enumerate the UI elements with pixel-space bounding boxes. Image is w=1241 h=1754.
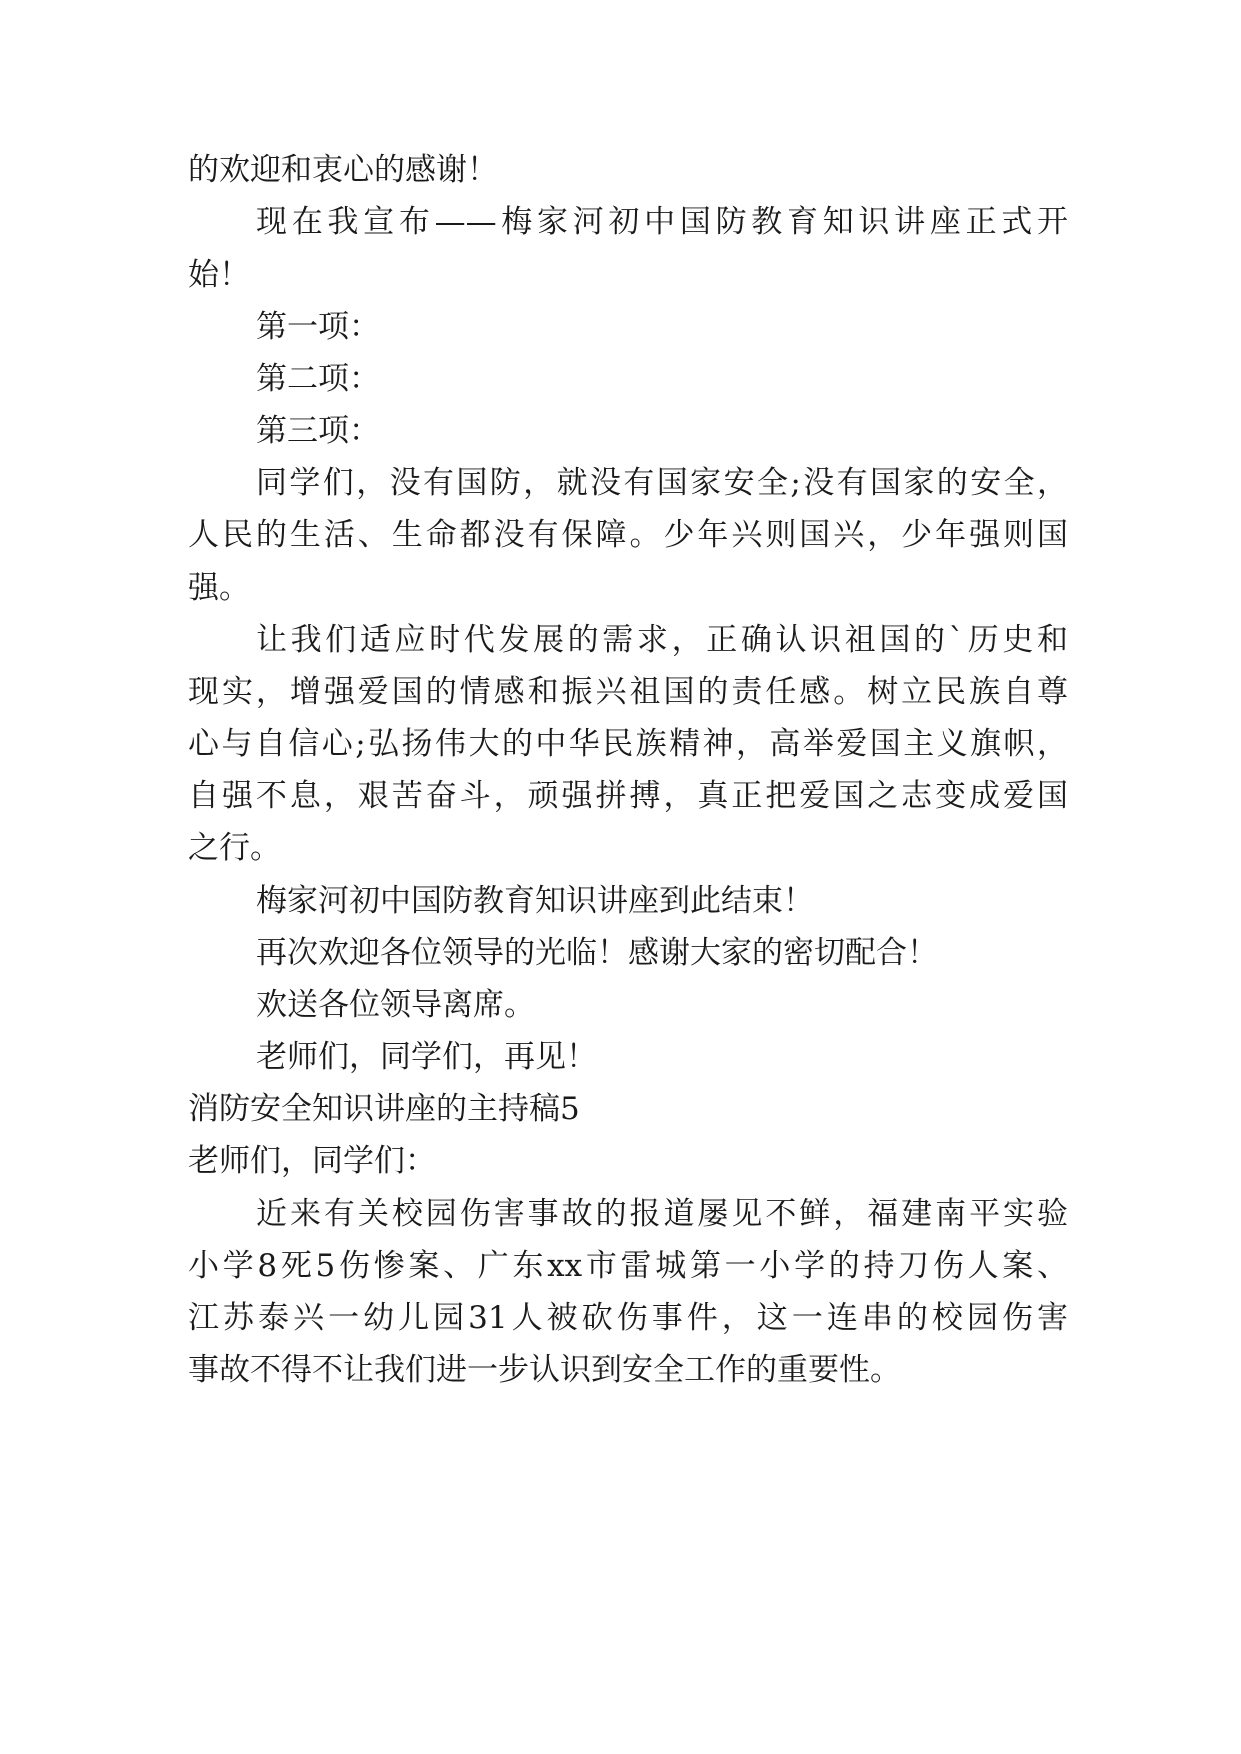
text-line: 再次欢迎各位领导的光临！感谢大家的密切配合！ <box>256 935 938 971</box>
text-line: 老师们，同学们： <box>188 1143 436 1179</box>
text-line: 的欢迎和衷心的感谢！ <box>188 152 498 188</box>
text-line: 现在我宣布——梅家河初中国防教育知识讲座正式开 <box>256 204 1068 240</box>
text-line: 事故不得不让我们进一步认识到安全工作的重要性。 <box>188 1352 901 1388</box>
text-line: 之行。 <box>188 830 281 866</box>
text-line: 人民的生活、生命都没有保障。少年兴则国兴，少年强则国 <box>188 517 1068 553</box>
text-line: 自强不息，艰苦奋斗，顽强拼搏，真正把爱国之志变成爱国 <box>188 778 1068 814</box>
text-line: 始！ <box>188 257 250 293</box>
text-line: 梅家河初中国防教育知识讲座到此结束！ <box>256 883 814 919</box>
text-line: 现实，增强爱国的情感和振兴祖国的责任感。树立民族自尊 <box>188 674 1068 710</box>
text-line: 让我们适应时代发展的需求，正确认识祖国的`历史和 <box>256 622 1068 658</box>
text-line: 同学们，没有国防，就没有国家安全;没有国家的安全， <box>256 465 1068 501</box>
text-line: 江苏泰兴一幼儿园31人被砍伤事件，这一连串的校园伤害 <box>188 1300 1068 1336</box>
text-line: 强。 <box>188 570 250 606</box>
text-line: 心与自信心;弘扬伟大的中华民族精神，高举爱国主义旗帜， <box>188 726 1068 762</box>
text-line: 小学8死5伤惨案、广东xx市雷城第一小学的持刀伤人案、 <box>188 1248 1068 1284</box>
text-line: 近来有关校园伤害事故的报道屡见不鲜，福建南平实验 <box>256 1196 1068 1232</box>
text-line: 第二项： <box>256 361 380 397</box>
text-line: 第一项： <box>256 309 380 345</box>
text-line: 欢送各位领导离席。 <box>256 987 535 1023</box>
text-line: 第三项： <box>256 413 380 449</box>
text-line: 老师们，同学们，再见！ <box>256 1039 597 1075</box>
section-heading: 消防安全知识讲座的主持稿5 <box>188 1091 580 1127</box>
